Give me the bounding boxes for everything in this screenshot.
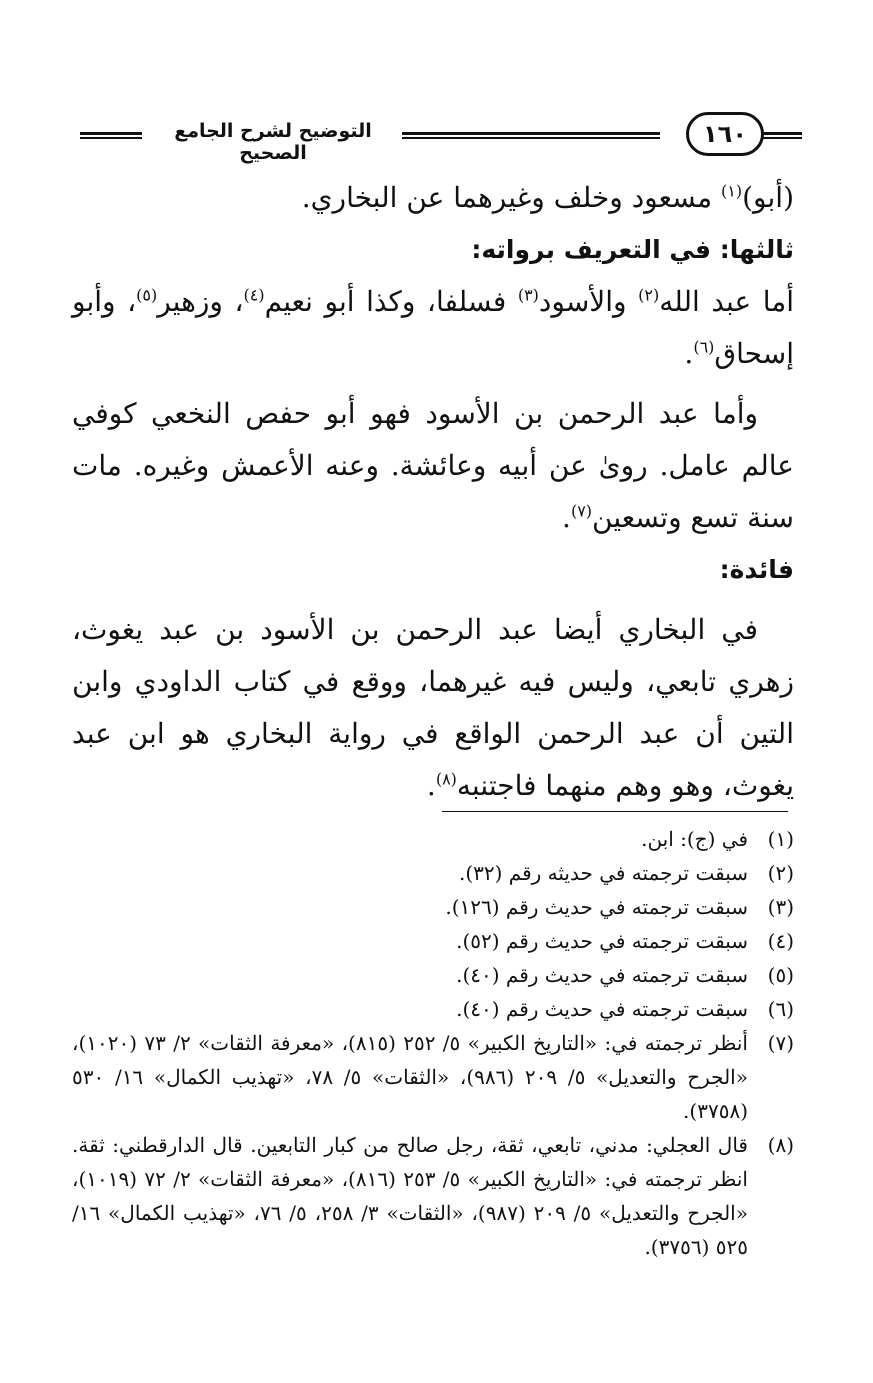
footnote-text: سبقت ترجمته في حديث رقم (١٢٦). <box>445 895 748 919</box>
text-run: . <box>562 501 571 534</box>
footnote-ref: (٥) <box>136 285 158 305</box>
text-run: ، وزهير <box>157 285 244 318</box>
text-run: في البخاري أيضا عبد الرحمن بن الأسود بن عبد يغوث، زهري تابعي، وليس فيه غيرهما، ووقع في كتاب الداودي وابن التين أن عبد الرحمن الواقع في رواية البخاري هو ابن عبد يغوث، وهو وهم منهما فاجتنبه <box>72 613 794 802</box>
footnote-separator <box>442 811 788 812</box>
footnote-text: أنظر ترجمته في: «التاريخ الكبير» ٥/ ٢٥٢ (٨١٥)، «معرفة الثقات» ٢/ ٧٣ (١٠٢٠)، «الجرح والتعديل» ٥/ ٢٠٩ (٩٨٦)، «الثقات» ٥/ ٧٨، «تهذيب الكمال» ١٦/ ٥٣٠ (٣٧٥٨). <box>72 1031 748 1123</box>
footnote <box>72 822 794 856</box>
footnote-ref: (٨) <box>435 769 457 789</box>
footnote-number: (٢) <box>767 861 794 885</box>
footnote-text: قال العجلي: مدني، تابعي، ثقة، رجل صالح من كبار التابعين. قال الدارقطني: ثقة. انظر ترجمته في: «التاريخ الكبير» ٥/ ٢٥٣ (٨١٦)، «معرفة الثقات» ٢/ ٧٢ (١٠١٩)، «الجرح والتعديل» ٥/ ٢٠٩ (٩٨٧)، «الثقات» ٣/ ٢٥٨، ٥/ ٧٦، «تهذيب الكمال» ١٦/ ٥٢٥ (٣٧٥٦). <box>72 1133 748 1259</box>
footnote <box>72 856 794 890</box>
paragraph-3 <box>72 388 794 544</box>
footnote-text: سبقت ترجمته في حديث رقم (٤٠). <box>456 997 748 1021</box>
footnote-ref: (١) <box>721 181 743 201</box>
footnote-text: سبقت ترجمته في حديث رقم (٥٢). <box>456 929 748 953</box>
header-rule-left <box>80 132 142 139</box>
footnote <box>72 992 794 1026</box>
footnote-number: (٥) <box>767 963 794 987</box>
text-run: فسلفا، وكذا أبو نعيم <box>264 285 518 318</box>
footnote <box>72 1128 794 1264</box>
text-run: . <box>684 337 694 370</box>
main-text <box>72 172 794 812</box>
text-run: مسعود وخلف وغيرهما عن البخاري. <box>301 181 722 214</box>
footnote-ref: (٣) <box>517 285 539 305</box>
footnote-text: في (ج): ابن. <box>641 827 748 851</box>
footnote-number: (١) <box>767 827 794 851</box>
text-run: والأسود <box>538 285 639 318</box>
footnotes <box>72 822 794 1264</box>
footnote-number: (٣) <box>767 895 794 919</box>
footnote-ref: (٦) <box>693 337 715 357</box>
spacer <box>72 380 794 388</box>
footnote-number: (٧) <box>767 1031 794 1055</box>
text-run: (أبو) <box>742 181 794 214</box>
section-heading-narrators: ثالثها: في التعريف برواته: <box>471 235 794 264</box>
paragraph-4 <box>72 604 794 812</box>
footnote-number: (٤) <box>767 929 794 953</box>
footnote-text: سبقت ترجمته في حديث رقم (٤٠). <box>456 963 748 987</box>
running-header <box>72 112 800 162</box>
book-title: التوضيح لشرح الجامع الصحيح <box>174 120 372 164</box>
footnote <box>72 958 794 992</box>
footnote <box>72 890 794 924</box>
header-rule-middle <box>402 132 660 139</box>
header-rule-right <box>762 132 802 139</box>
text-run: . <box>426 769 436 802</box>
paragraph-2 <box>72 276 794 380</box>
text-run: وأما عبد الرحمن بن الأسود فهو أبو حفص النخعي كوفي عالم عامل. روىٰ عن أبيه وعائشة. وعنه الأعمش وغيره. مات سنة تسع وتسعين <box>72 397 794 534</box>
text-run: أما عبد الله <box>659 285 795 318</box>
footnote-number: (٦) <box>767 997 794 1021</box>
section-heading-benefit: فائدة: <box>719 555 794 584</box>
footnote-ref: (٧) <box>570 501 593 521</box>
footnote-text: سبقت ترجمته في حديثه رقم (٣٢). <box>458 861 748 885</box>
footnote-ref: (٢) <box>638 285 660 305</box>
text-run: ، وأبو إسحاق <box>72 285 794 370</box>
footnote-number: (٨) <box>767 1133 794 1157</box>
spacer <box>72 596 794 604</box>
footnote-ref: (٤) <box>243 285 265 305</box>
footnote <box>72 1026 794 1128</box>
footnote <box>72 924 794 958</box>
page-number: ١٦٠ <box>686 112 764 156</box>
paragraph-1 <box>72 172 794 224</box>
